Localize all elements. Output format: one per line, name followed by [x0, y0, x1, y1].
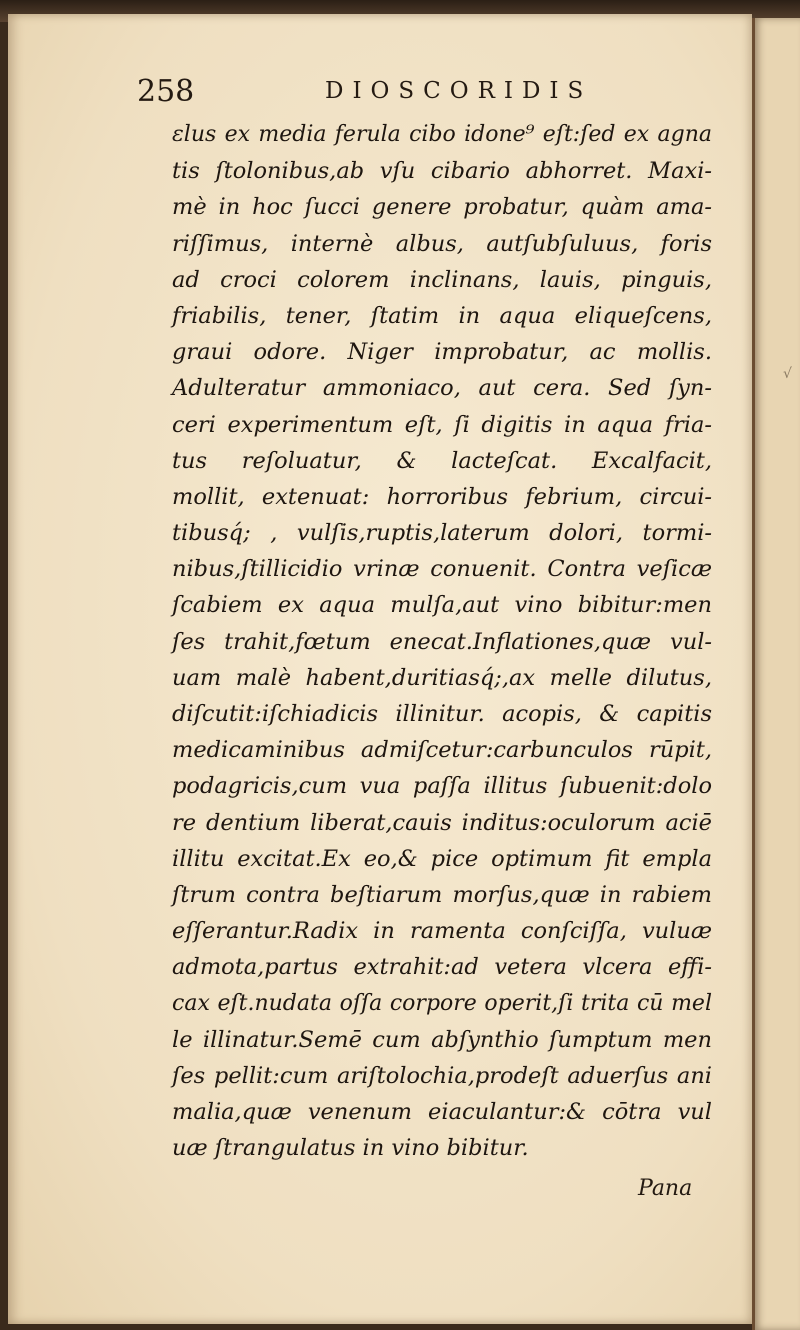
text-line: Adulteratur ammoniaco, aut cera. Sed ſyn- — [172, 375, 712, 402]
text-line: ſcabiem ex aqua mulſa,aut vino bibitur:men — [172, 592, 712, 619]
facing-page-edge — [752, 18, 800, 1330]
text-line: tibusq́; , vulſis,ruptis,laterum dolori, tormi- — [172, 520, 712, 547]
text-line: re dentium liberat,cauis inditus:oculorum aciē — [172, 809, 712, 836]
text-line: ſtrum contra beſtiarum morſus,quæ in rabiem — [172, 881, 712, 908]
catchword: Pana — [638, 1176, 693, 1201]
running-head: DIOSCORIDIS — [325, 78, 593, 104]
text-line: cax eſt.nudata oſſa corpore operit,ſi trita cū mel — [172, 990, 712, 1016]
text-line: mollit, extenuat: horroribus febrium, circui- — [172, 483, 712, 510]
text-line: ceri experimentum eſt, ſi digitis in aqua fria- — [172, 411, 712, 438]
text-line: admota,partus extrahit:ad vetera vlcera effi- — [172, 954, 712, 981]
text-line: friabilis, tener, ſtatim in aqua eliqueſcens, — [172, 302, 712, 329]
text-line: ɛlus ex media ferula cibo idone⁹ eſt:ſed ex agna — [172, 122, 712, 147]
text-line: tus reſoluatur, & lacteſcat. Excalfacit, — [172, 447, 712, 474]
text-line: graui odore. Niger improbatur, ac mollis. — [172, 339, 712, 366]
body-text — [172, 117, 712, 1166]
text-line: malia,quæ venenum eiaculantur:& cōtra vul — [172, 1099, 712, 1126]
text-line: podagricis,cum vua paſſa illitus ſubuenit:dolo — [172, 773, 712, 800]
gutter — [752, 18, 755, 1330]
text-line: medicaminibus admiſcetur:carbunculos rūpit, — [172, 737, 712, 764]
page-number: 258 — [137, 74, 195, 109]
text-line: le illinatur.Semē cum abſynthio ſumptum men — [172, 1026, 712, 1053]
margin-mark: √ — [783, 366, 792, 382]
text-line: eſſerantur.Radix in ramenta conſciſſa, vuluæ — [172, 918, 712, 945]
text-line: ſes pellit:cum ariſtolochia,prodeſt aduerſus ani — [172, 1062, 712, 1089]
text-line: uæ ſtrangulatus in vino bibitur. — [172, 1135, 529, 1162]
text-line: mè in hoc ſucci genere probatur, quàm ama- — [172, 194, 712, 221]
text-line: diſcutit:iſchiadicis illinitur. acopis, & capitis — [172, 701, 712, 727]
text-line: nibus,ſtillicidio vrinæ conuenit. Contra veſicæ — [172, 556, 712, 583]
text-line: riſſimus, internè albus, autſubſuluus, foris — [172, 230, 712, 257]
text-line: ſes trahit,fœtum enecat.Inflationes,quæ vul- — [172, 628, 712, 655]
text-line: ad croci colorem inclinans, lauis, pinguis, — [172, 266, 712, 293]
text-line: illitu excitat.Ex eo,& pice optimum fit empla — [172, 845, 712, 872]
text-line: uam malè habent,duritiasq́;,ax melle dilutus, — [172, 664, 712, 691]
text-line: tis ſtolonibus,ab vſu cibario abhorret. Maxi- — [172, 158, 712, 185]
